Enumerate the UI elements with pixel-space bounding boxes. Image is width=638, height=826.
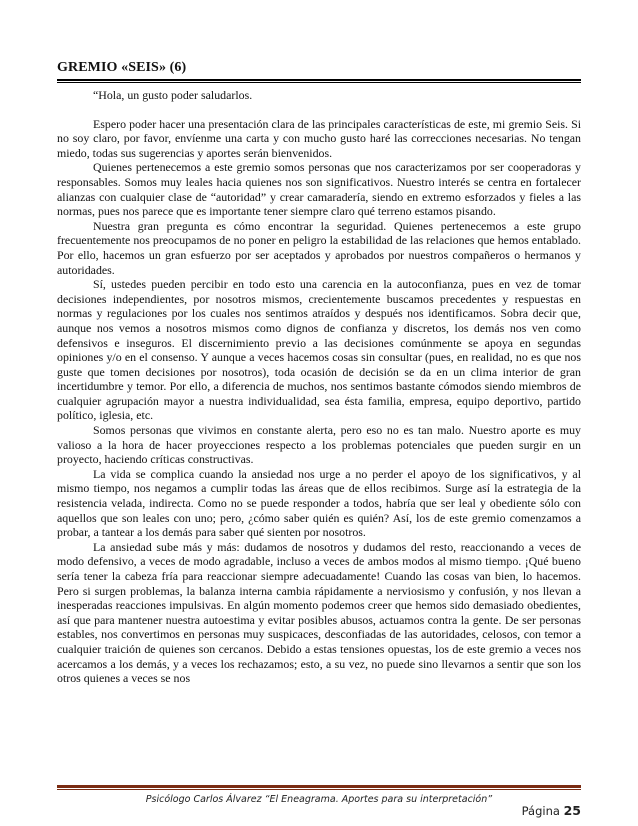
footer-rule-thin — [57, 789, 581, 790]
body-text — [57, 88, 581, 686]
page-footer — [57, 785, 581, 818]
page-number-value: 25 — [563, 803, 581, 818]
paragraph: Quienes pertenecemos a este gremio somos personas que nos caracterizamos por ser cooperadoras y responsables. Somos muy leales hacia quienes nos son significativos. Nuestro interés se centra en fortalecer alianzas con cualquier clase de “autoridad” y crear camaradería, siendo en extremo esforzados y fieles a las normas, pues nos parece que es importante tener siempre claro qué terreno estamos pisando. — [57, 160, 581, 219]
footer-rule — [57, 785, 581, 788]
page-header — [57, 60, 581, 83]
paragraph: Nuestra gran pregunta es cómo encontrar la seguridad. Quienes pertenecemos a este grupo frecuentemente nos preocupamos de no poner en peligro la estabilidad de las relaciones que hemos entablado. Por ello, hacemos un gran esfuerzo por ser aceptados y aprobados por nuestros compañeros o hermanos y autoridades. — [57, 218, 581, 277]
paragraph: La ansiedad sube más y más: dudamos de nosotros y dudamos del resto, reaccionando a veces de modo defensivo, a veces de modo agradable, incluso a veces de ambos modos al mismo tiempo. ¡Qué bueno sería tener la cabeza fría para reaccionar siempre adecuadamente! Cuando las cosas van bien, lo hacemos. Pero si surgen problemas, la balanza interna cambia rápidamente a nerviosismo y confusión, y nos llevan a inesperadas reacciones impulsivas. En algún momento podemos creer que hemos sido demasiado obedientes, así que para mantener nuestra autoestima y evitar posibles abusos, actuamos contra la gente. De ser personas estables, nos convertimos en personas muy suspicaces, desconfiadas de las autoridades, celosos, con temor a cualquier traición de quienes son cercanos. Debido a estas tensiones opuestas, los de este gremio a veces nos acercamos a los demás, y a veces los rechazamos; esto, a su vez, no puede sino llevarnos a sentir que son los otros quienes a veces se nos — [57, 539, 581, 686]
page-label: Página — [521, 804, 564, 818]
paragraph-greeting: “Hola, un gusto poder saludarlos. — [93, 88, 253, 102]
section-title: GREMIO «SEIS» (6) — [57, 60, 187, 75]
paragraph: La vida se complica cuando la ansiedad nos urge a no perder el apoyo de los significativos, y al mismo tiempo, nos negamos a cumplir todas las áreas que de ellos recibimos. Surge así la estrategia de la resistencia velada, indirecta. Como no se puede responder a todos, habría que ser leal y obediente sólo con aquellos que son leales con uno; pero, ¿cómo saber quién es quién? Así, los de este gremio comenzamos a probar, a tantear a los demás para saber qué sienten por nosotros. — [57, 466, 581, 540]
paragraph: Sí, ustedes pueden percibir en todo esto una carencia en la autoconfianza, pues en vez de tomar decisiones independientes, por nosotros mismos, crecientemente buscamos precedentes y respuestas en normas y regulaciones por los cuales nos sentimos atraídos y después nos identificamos. Sobra decir que, aunque nos vemos a nosotros mismos como dignos de confianza y discretos, los demás nos ven como defensivos e inseguros. El discernimiento previo a las decisiones comúnmente se apoya en segundas opiniones y/o en el consenso. Y aunque a veces hacemos cosas sin consultar (pues, en realidad, no es que nos guste que tomen decisiones por nosotros), toda ocasión de decisión se da en un clima interior de gran incertidumbre y temor. Por ello, a diferencia de muchos, nos sentimos bastante cómodos siendo miembros de cualquier agrupación mayor a nuestra individualidad, sea ésta familia, empresa, equipo deportivo, partido político, iglesia, etc. — [57, 277, 581, 423]
header-rule-thin — [57, 82, 581, 83]
header-rule — [57, 79, 581, 81]
paragraph: Somos personas que vivimos en constante alerta, pero eso no es tan malo. Nuestro aporte es muy valioso a la hora de hacer proyecciones respecto a los problemas potenciales que pueden surgir en un proyecto, haciendo críticas constructivas. — [57, 423, 581, 467]
page-number — [522, 803, 581, 818]
footer-reference: Psicólogo Carlos Álvarez “El Eneagrama. Aportes para su interpretación” — [145, 794, 493, 805]
paragraph: Espero poder hacer una presentación clara de las principales características de este, mi gremio Seis. Si no soy claro, por favor, envíenme una carta y con mucho gusto haré las correcciones necesarias. No tengan miedo, todas sus sugerencias y aportes serán bienvenidos. — [57, 116, 581, 160]
